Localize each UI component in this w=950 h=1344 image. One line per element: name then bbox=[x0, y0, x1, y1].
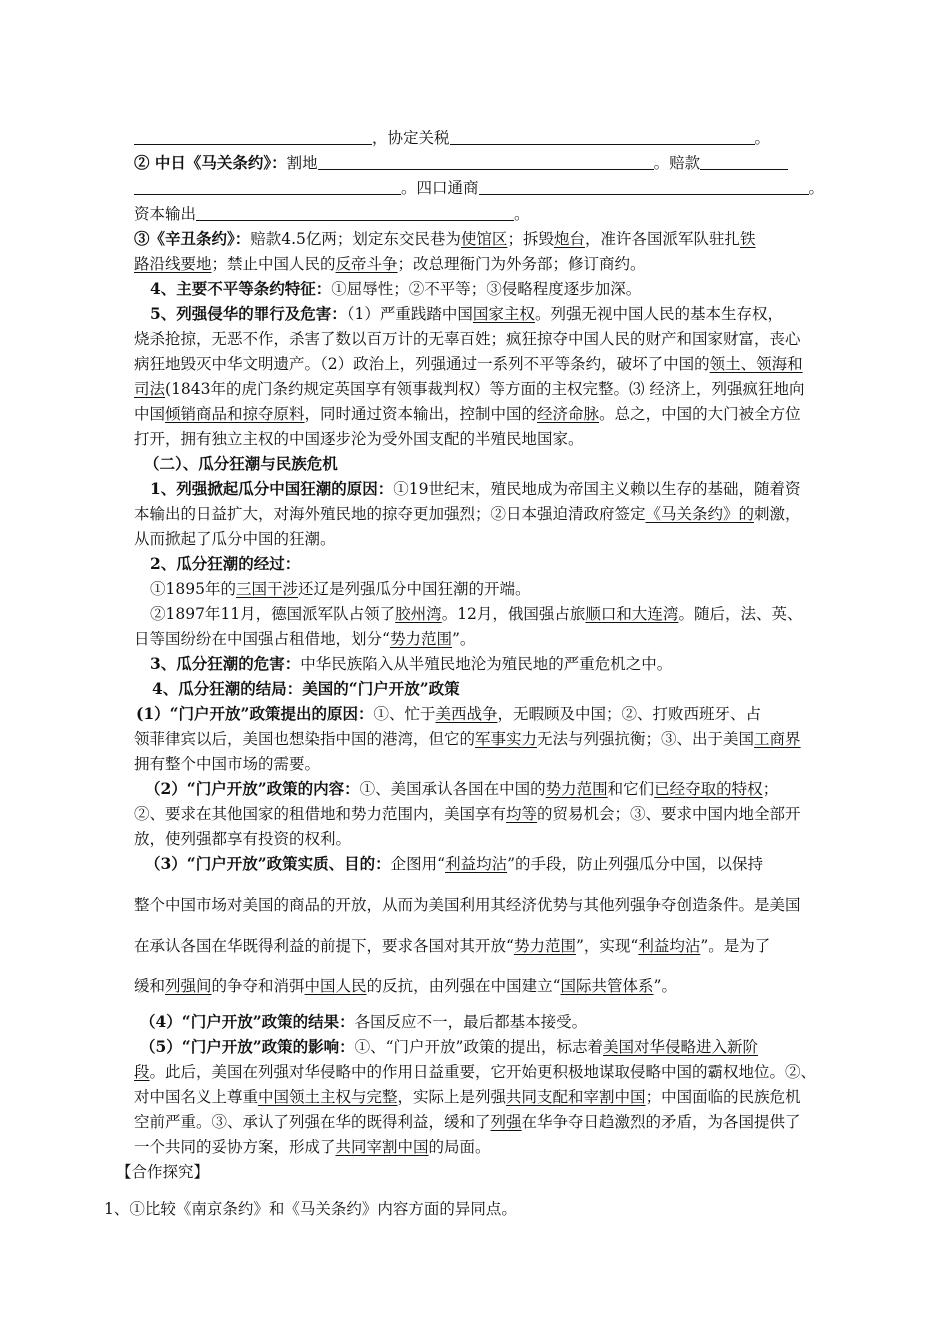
cooperative-inquiry-heading: 【合作探究】 bbox=[116, 1163, 210, 1181]
open-door-cause: (1）“门户开放”政策提出的原因：①、忙于美西战争，无暇顾及中国；②、打败西班牙、占 bbox=[136, 704, 761, 723]
open-door-impact: （5）“门户开放”政策的影响：①、“门户开放”政策的提出，标志着美国对华侵略进入新阶 bbox=[140, 1037, 758, 1056]
body-line: 缓和列强间的争夺和消弭中国人民的反抗，由列强在中国建立“国际共管体系”。 bbox=[134, 977, 677, 995]
body-line: 整个中国市场对美国的商品的开放，从而为美国利用其经济优势与其他列强争夺创造条件。是美国 bbox=[134, 896, 801, 914]
treaty-xinchou-line: ③《辛丑条约》：赔款4.5亿两；划定东交民巷为使馆区；拆毁炮台，准许各国派军队驻扎铁 bbox=[134, 229, 756, 248]
fill-blank[interactable] bbox=[450, 129, 755, 145]
body-line: 拥有整个中国市场的需要。 bbox=[134, 755, 321, 773]
fill-blank[interactable] bbox=[700, 154, 788, 170]
partition-harm-heading: 3、瓜分狂潮的危害：中华民族陷入从半殖民地沦为殖民地的严重危机之中。 bbox=[150, 654, 673, 673]
fill-blank[interactable] bbox=[196, 205, 514, 221]
partition-process-heading: 2、瓜分狂潮的经过： bbox=[150, 554, 301, 573]
treaty-shimonoseki-line: ② 中日《马关条约》：割地 。赔款 bbox=[134, 150, 834, 176]
body-line: 空前严重。③、承认了列强在华的既得利益，缓和了列强在华争夺日趋激烈的矛盾，为各国提供了 bbox=[134, 1113, 801, 1131]
section-heading: （二）、瓜分狂潮与民族危机 bbox=[144, 454, 338, 473]
body-line: ②、要求在其他国家的租借地和势力范围内，美国享有均等的贸易机会；③、要求中国内地全部开 bbox=[134, 805, 801, 823]
fill-blank[interactable] bbox=[134, 179, 401, 195]
treaty-xinchou-line-2: 路沿线要地；禁止中国人民的反帝斗争；改总理衙门为外务部；修订商约。 bbox=[134, 255, 646, 273]
body-line: 领菲律宾以后，美国也想染指中国的港湾，但它的军事实力无法与列强抗衡；③、出于美国工商界 bbox=[134, 730, 801, 748]
fill-blank[interactable] bbox=[318, 154, 654, 170]
partition-cause-heading: 1、列强掀起瓜分中国狂潮的原因：①19世纪末，殖民地成为帝国主义赖以生存的基础，随着资 bbox=[150, 479, 801, 498]
body-line: 本输出的日益扩大，对海外殖民地的掠夺更加强烈；②日本强迫清政府签定《马关条约》的刺激， bbox=[134, 505, 801, 523]
body-line: 司法(1843年的虎门条约规定英国享有领事裁判权）等方面的主权完整。⑶ 经济上，列强疯狂地向 bbox=[134, 380, 805, 398]
open-door-content: （2）“门户开放”政策的内容：①、美国承认各国在中国的势力范围和它们已经夺取的特权； bbox=[145, 779, 779, 798]
body-line: 一个共同的妥协方案，形成了共同宰割中国的局面。 bbox=[134, 1138, 491, 1156]
body-line: 中国倾销商品和掠夺原料，同时通过资本输出，控制中国的经济命脉。总之，中国的大门被全方位 bbox=[134, 405, 801, 423]
body-line: 病狂地毁灭中华文明遗产。（2）政治上，列强通过一系列不平等条约，破坏了中国的领土、领海和 bbox=[134, 355, 803, 373]
question-1: 1、①比较《南京条约》和《马关条约》内容方面的异同点。 bbox=[104, 1200, 517, 1218]
fill-blank[interactable] bbox=[134, 129, 372, 145]
open-door-result: （4）“门户开放”政策的结果：各国反应不一，最后都基本接受。 bbox=[140, 1012, 588, 1031]
body-line: 从而掀起了瓜分中国的狂潮。 bbox=[134, 530, 336, 548]
body-line: ②1897年11月，德国派军队占领了胶州湾。12月，俄国强占旅顺口和大连湾。随后，法、英、 bbox=[150, 605, 803, 623]
body-line: 打开，拥有独立主权的中国逐步沦为受外国支配的半殖民地国家。 bbox=[134, 430, 584, 448]
treaty-shimonoseki-line-2: 。四口通商 。 bbox=[134, 175, 834, 201]
fill-blank[interactable] bbox=[479, 179, 809, 195]
body-line: 对中国名义上尊重中国领土主权与完整，实际上是列强共同支配和宰割中国；中国面临的民族危机 bbox=[134, 1088, 801, 1106]
treaty-nanjing-line: ，协定关税 。 bbox=[134, 125, 834, 151]
body-line: 段。此后，美国在列强对华侵略中的作用日益重要，它开始更积极地谋取侵略中国的霸权地位。②、 bbox=[134, 1063, 817, 1081]
open-door-heading: 4、瓜分狂潮的结局：美国的“门户开放”政策 bbox=[152, 679, 460, 698]
capital-export-line: 资本输出 。 bbox=[134, 205, 530, 223]
crimes-heading: 5、列强侵华的罪行及危害：（1）严重践踏中国国家主权。列强无视中国人民的基本生存权， bbox=[150, 304, 783, 323]
treaty-features-heading: 4、主要不平等条约特征：①屈辱性；②不平等；③侵略程度逐步加深。 bbox=[150, 279, 642, 298]
body-line: ①1895年的三国干涉还辽是列强瓜分中国狂潮的开端。 bbox=[150, 580, 531, 598]
body-line: 放，使列强都享有投资的权利。 bbox=[134, 830, 352, 848]
open-door-essence: （3）“门户开放”政策实质、目的：企图用“利益均沾”的手段，防止列强瓜分中国，以保持 bbox=[145, 854, 764, 873]
body-line: 在承认各国在华既得利益的前提下，要求各国对其开放“势力范围”，实现“利益均沾”。是为了 bbox=[134, 937, 771, 955]
body-line: 烧杀抢掠，无恶不作，杀害了数以百万计的无辜百姓；疯狂掠夺中国人民的财产和国家财富，丧心 bbox=[134, 330, 801, 348]
body-line: 日等国纷纷在中国强占租借地，划分“势力范围”。 bbox=[134, 630, 476, 648]
